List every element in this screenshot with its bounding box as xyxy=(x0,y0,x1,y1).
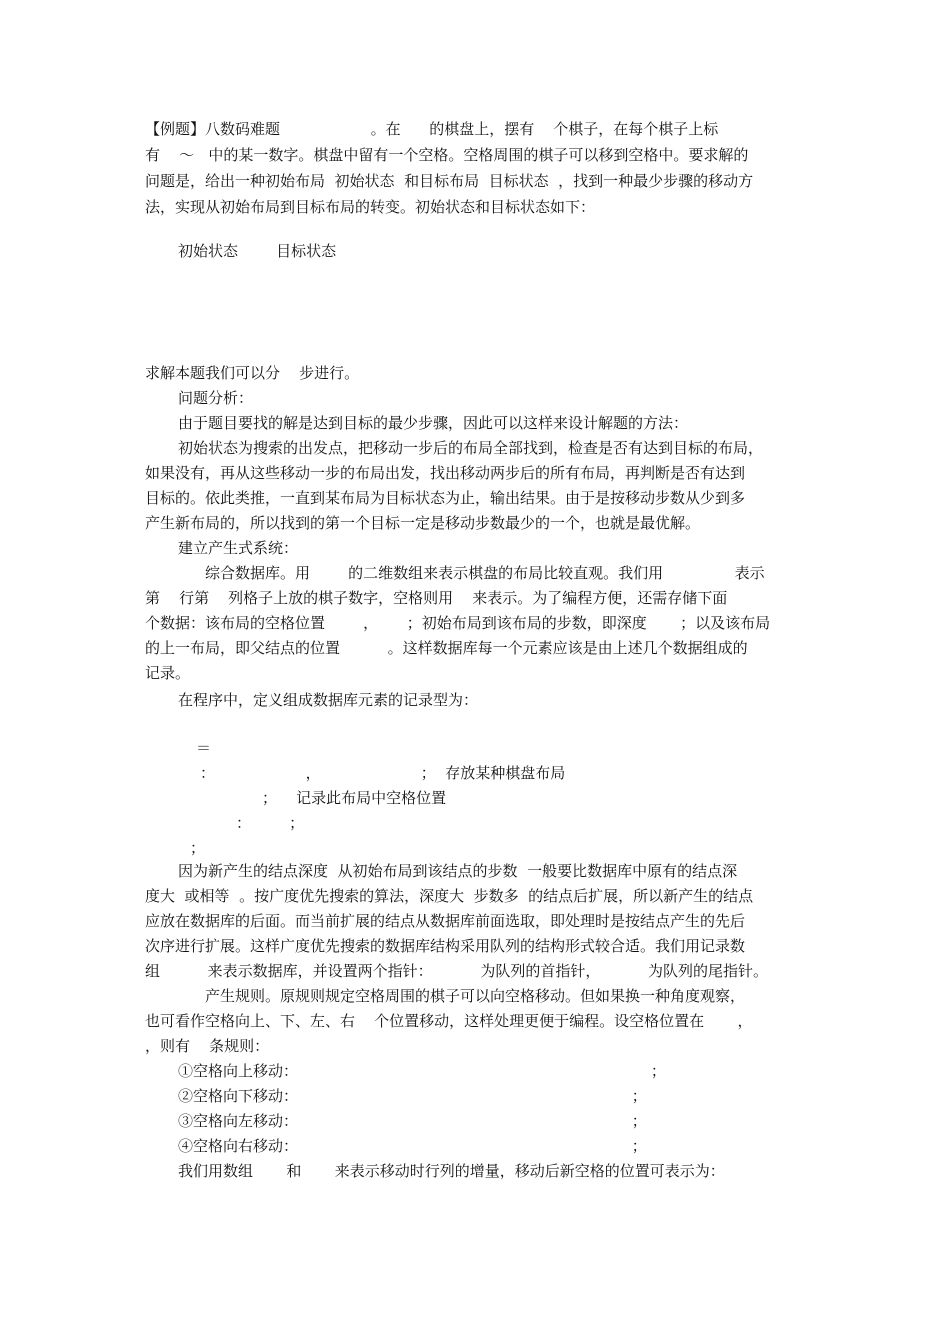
text-line: 【例题】八数码难题 。在 的棋盘上，摆有 个棋子，在每个棋子上标 xyxy=(145,120,719,138)
text-line: 目标的。依此类推，一直到某布局为目标状态为止，输出结果。由于是按移动步数从少到多 xyxy=(145,489,746,507)
text-line: 因为新产生的结点深度 从初始布局到该结点的步数 一般要比数据库中原有的结点深 xyxy=(178,862,738,880)
text-line: 个数据：该布局的空格位置 ， ；初始布局到该布局的步数，即深度 ；以及该布局 xyxy=(145,614,771,632)
text-line: 有 ～ 中的某一数字。棋盘中留有一个空格。空格周围的棋子可以移到空格中。要求解的 xyxy=(145,146,749,164)
text-line: 我们用数组 和 来表示移动时行列的增量，移动后新空格的位置可表示为： xyxy=(178,1162,725,1180)
code-line: ： ， ； 存放某种棋盘布局 xyxy=(200,764,566,782)
text-line: 法，实现从初始布局到目标布局的转变。初始状态和目标状态如下： xyxy=(145,198,596,216)
text-line: 第 行第 列格子上放的棋子数字，空格则用 来表示。为了编程方便，还需存储下面 xyxy=(145,589,728,607)
rule-left: ③空格向左移动： ； xyxy=(178,1112,647,1130)
text-line: 应放在数据库的后面。而当前扩展的结点从数据库前面选取，即处理时是按结点产生的先后 xyxy=(145,912,746,930)
text-line: 由于题目要找的解是达到目标的最少步骤，因此可以这样来设计解题的方法： xyxy=(178,414,689,432)
rule-right: ④空格向右移动： ； xyxy=(178,1137,647,1155)
text-line: 也可看作空格向上、下、左、右 个位置移动，这样处理更便于编程。设空格位置在 ， xyxy=(145,1012,753,1030)
text-line: 问题是，给出一种初始布局 初始状态 和目标布局 目标状态 ，找到一种最少步骤的移动方 xyxy=(145,172,754,190)
code-line: ＝ xyxy=(196,739,212,757)
section-heading: 问题分析： xyxy=(178,389,254,407)
text-line: 初始状态为搜索的出发点，把移动一步后的布局全部找到，检查是否有达到目标的布局， xyxy=(178,439,764,457)
text-line: 产生新布局的，所以找到的第一个目标一定是移动步数最少的一个，也就是最优解。 xyxy=(145,514,701,532)
code-line: ； 记录此布局中空格位置 xyxy=(262,789,447,807)
text-line: 的上一布局，即父结点的位置 。这样数据库每一个元素应该是由上述几个数据组成的 xyxy=(145,639,748,657)
text-line: 度大 或相等 。按广度优先搜索的算法，深度大 步数多 的结点后扩展，所以新产生的结点 xyxy=(145,887,754,905)
text-line: 在程序中，定义组成数据库元素的记录型为： xyxy=(178,691,479,709)
text-line: 次序进行扩展。这样广度优先搜索的数据库结构采用队列的结构形式较合适。我们用记录数 xyxy=(145,937,746,955)
text-line: ，则有 条规则： xyxy=(145,1037,270,1055)
code-line: ： ； xyxy=(236,814,305,832)
section-heading: 建立产生式系统： xyxy=(178,539,299,557)
rule-down: ②空格向下移动： ； xyxy=(178,1087,647,1105)
text-line: 记录。 xyxy=(145,664,191,682)
text-line: 综合数据库。用 的二维数组来表示棋盘的布局比较直观。我们用 表示 xyxy=(205,564,765,582)
code-line: ； xyxy=(190,839,206,857)
rule-up: ①空格向上移动： ； xyxy=(178,1062,666,1080)
text-line: 如果没有，再从这些移动一步的布局出发，找出移动两步后的所有布局，再判断是否有达到 xyxy=(145,464,746,482)
text-line: 求解本题我们可以分 步进行。 xyxy=(145,364,360,382)
text-line: 组 来表示数据库，并设置两个指针： 为队列的首指针， 为队列的尾指针。 xyxy=(145,962,769,980)
state-labels: 初始状态 目标状态 xyxy=(178,242,337,260)
text-line: 产生规则。原规则规定空格周围的棋子可以向空格移动。但如果换一种角度观察， xyxy=(205,987,746,1005)
